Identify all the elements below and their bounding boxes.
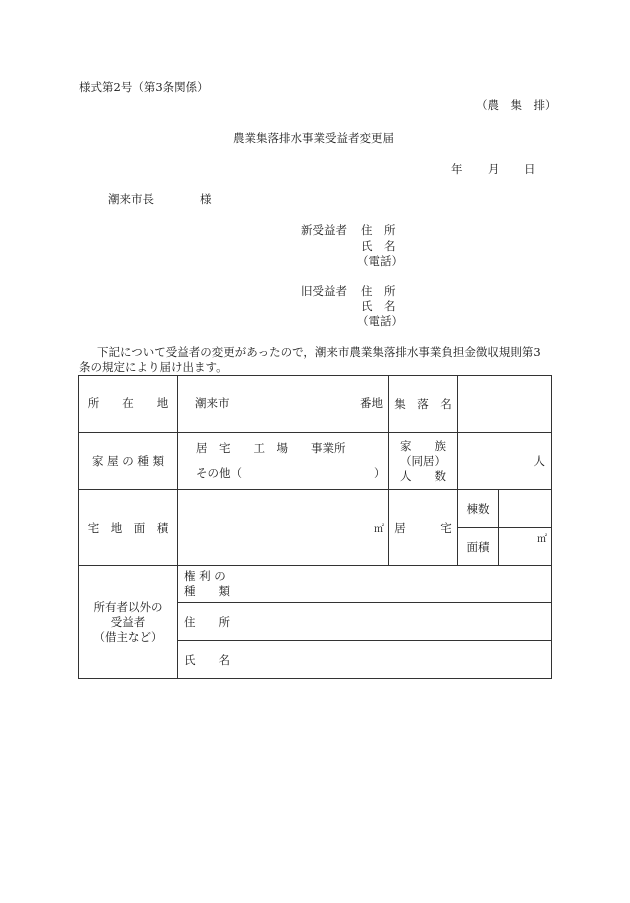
building-count-label: 棟数 <box>466 501 490 516</box>
date-day: 日 <box>524 162 536 176</box>
old-beneficiary-address-label: 住 所 <box>361 284 396 298</box>
location-value-cell[interactable] <box>178 376 389 433</box>
residence-label-cell <box>389 490 458 566</box>
non-owner-name-label: 氏 名 <box>184 652 230 667</box>
family-label-2: （同居） <box>400 453 446 468</box>
land-area-value-cell[interactable] <box>178 490 389 566</box>
new-beneficiary-name-label: 氏 名 <box>361 239 396 253</box>
body-text-line-1: 下記について受益者の変更があったので，潮来市農業集落排水事業負担金徴収規則第3 <box>97 345 541 359</box>
addressee: 潮来市長 <box>108 192 154 206</box>
family-label-3: 人 数 <box>400 468 446 483</box>
family-label-1: 家 族 <box>400 438 446 453</box>
land-area-label: 宅 地 面 積 <box>87 520 169 535</box>
family-value-cell[interactable] <box>458 433 552 490</box>
location-city: 潮来市 <box>195 396 230 410</box>
non-owner-label-2: 受益者 <box>110 614 146 629</box>
location-banchi: 番地 <box>360 396 383 410</box>
new-beneficiary-phone-label: （電話） <box>357 254 403 268</box>
category-label: （農 集 排） <box>476 98 557 112</box>
land-area-label-cell <box>79 490 178 566</box>
residence-label: 居 宅 <box>394 520 452 535</box>
family-unit: 人 <box>533 454 545 468</box>
building-area-unit: ㎡ <box>537 534 547 545</box>
building-count-value-cell[interactable] <box>499 490 552 528</box>
building-area-label-cell <box>458 528 499 566</box>
location-label-cell <box>79 376 178 433</box>
rights-label-1: 権 利 の <box>184 569 226 583</box>
house-type-label-cell <box>79 433 178 490</box>
land-area-unit: ㎡ <box>374 524 384 535</box>
non-owner-label-3: （借主など） <box>93 629 163 644</box>
old-beneficiary-label: 旧受益者 <box>301 284 347 298</box>
rights-label-2: 種 類 <box>184 584 230 598</box>
non-owner-name-cell[interactable] <box>178 641 552 679</box>
new-beneficiary-label: 新受益者 <box>301 223 347 237</box>
family-label-cell <box>389 433 458 490</box>
old-beneficiary-name-label: 氏 名 <box>361 299 396 313</box>
house-type-options[interactable]: 居 宅 工 場 事業所 <box>196 441 346 455</box>
honorific: 様 <box>200 192 212 206</box>
building-count-label-cell <box>458 490 499 528</box>
rights-row <box>79 566 552 603</box>
old-beneficiary-phone-label: （電話） <box>357 314 403 328</box>
non-owner-address-cell[interactable] <box>178 603 552 641</box>
village-label: 集 落 名 <box>394 397 452 411</box>
building-area-value-cell[interactable] <box>499 528 552 566</box>
non-owner-label-1: 所有者以外の <box>93 599 163 614</box>
form-number: 様式第2号（第3条関係） <box>79 80 209 94</box>
house-type-other[interactable]: その他（ <box>196 466 242 480</box>
house-type-row <box>79 433 552 490</box>
location-row <box>79 376 552 433</box>
house-type-label: 家 屋 の 種 類 <box>91 454 165 468</box>
building-area-label: 面積 <box>466 539 490 554</box>
non-owner-label-cell <box>79 566 178 679</box>
date-year: 年 <box>451 162 463 176</box>
rights-cell[interactable] <box>178 566 552 603</box>
house-type-value-cell[interactable] <box>178 433 389 490</box>
location-label: 所 在 地 <box>87 396 169 411</box>
non-owner-address-label: 住 所 <box>184 614 230 629</box>
date-month: 月 <box>488 162 500 176</box>
land-area-row-top <box>79 490 552 528</box>
document-title: 農業集落排水事業受益者変更届 <box>233 131 394 145</box>
form-table <box>78 375 552 679</box>
body-text-line-2: 条の規定により届け出ます。 <box>79 360 228 374</box>
village-label-cell <box>389 376 458 433</box>
new-beneficiary-address-label: 住 所 <box>361 223 396 237</box>
house-type-other-close: ） <box>374 466 386 480</box>
village-value-cell[interactable] <box>458 376 552 433</box>
